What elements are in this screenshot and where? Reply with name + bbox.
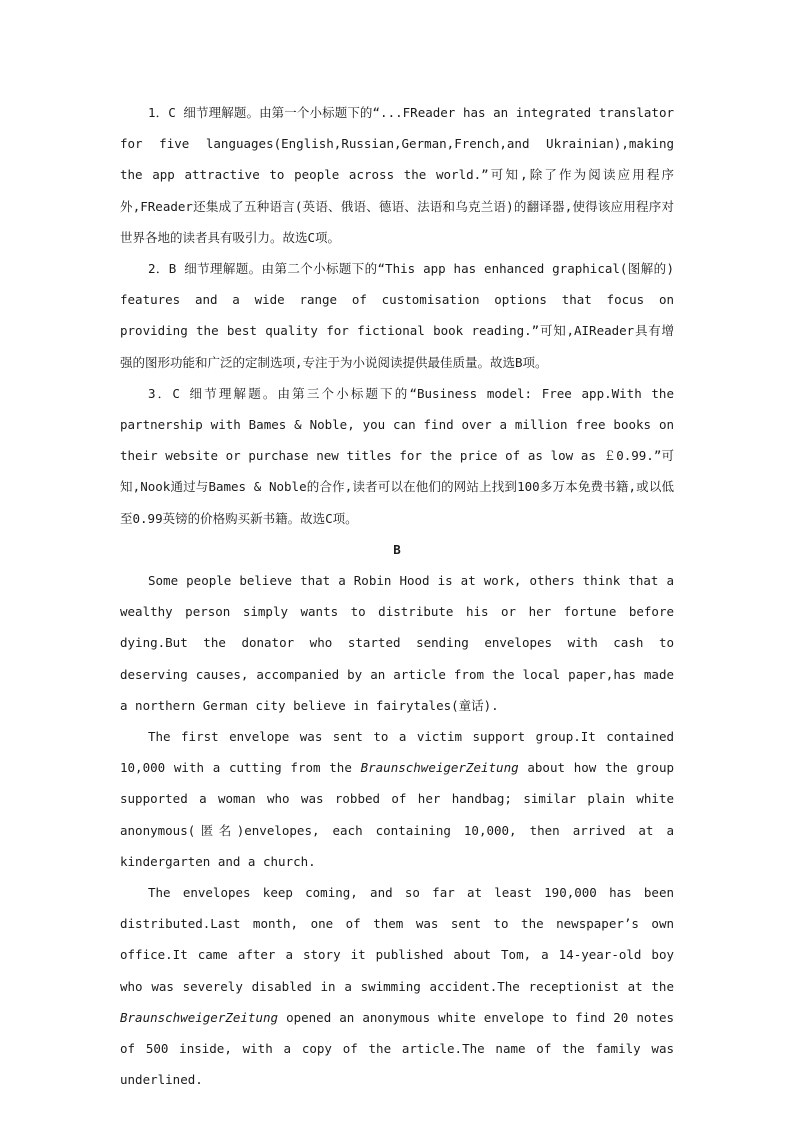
answer-3-number: 3．C bbox=[148, 385, 180, 401]
answer-2 bbox=[120, 253, 674, 378]
answer-2-explanation: 细节理解题。由第二个小标题下的“This app has enhanced graphical(图解的) features and a wide range of customisation options that focus on providing the best quality for fictional book reading.”可知,AIReader具有增强的图形功能和广泛的定制选项,专注于为小说阅读提供最佳质量。故选B项。 bbox=[120, 261, 674, 370]
passage-paragraph-1: Some people believe that a Robin Hood is at work, others think that a wealthy person simply wants to distribute his or her fortune before dying.But the donator who started sending envelopes with cash to deserving causes, accompanied by an article from the local paper,has made a northern German city believe in fairytales(童话). bbox=[120, 573, 674, 713]
answer-3 bbox=[120, 378, 674, 534]
paragraph-2-text-b: about how the group supported a woman who was robbed of her handbag; similar plain white anonymous(匿名)envelopes, each containing 10,000, then arrived at a kindergarten and a church. bbox=[120, 760, 675, 869]
paragraph-3-text-b: opened an anonymous white envelope to find 20 notes of 500 inside, with a copy of the article.The name of the family was underlined. bbox=[120, 1009, 674, 1088]
passage-paragraph-2 bbox=[120, 721, 674, 877]
newspaper-name-2: BraunschweigerZeitung bbox=[120, 1009, 279, 1025]
paragraph-2-text-a: The first envelope was sent to a victim support group.It contained 10,000 with a cutting from the bbox=[120, 729, 674, 776]
answer-2-number: 2．B bbox=[148, 261, 177, 277]
newspaper-name: BraunschweigerZeitung bbox=[360, 760, 519, 776]
document-body bbox=[120, 97, 674, 1096]
section-heading: B bbox=[393, 541, 401, 557]
answer-1 bbox=[120, 97, 674, 253]
paragraph-3-text-a: The envelopes keep coming, and so far at least 190,000 has been distributed.Last month, one of them was sent to the newspaper’s own office.It came after a story it published about Tom, a 14-year-old boy who was severely disabled in a swimming accident.The receptionist at the bbox=[120, 885, 674, 994]
answer-3-explanation: 细节理解题。由第三个小标题下的“Business model: Free app.With the partnership with Bames & Noble, you can find over a million free books on their website or purchase new titles for the price of as low as ￡0.99.”可知,Nook通过与Bames & Noble的合作,读者可以在他们的网站上找到100多万本免费书籍,或以低至0.99英镑的价格购买新书籍。故选C项。 bbox=[120, 385, 674, 526]
passage-paragraph-3 bbox=[120, 877, 674, 1095]
answer-1-number: 1．C bbox=[148, 105, 176, 120]
answer-1-explanation: 细节理解题。由第一个小标题下的“...FReader has an integrated translator for five languages(English,Russian,German,French,and Ukrainian),making the app attractive to people across the world.”可知,除了作为阅读应用程序外,FReader还集成了五种语言(英语、俄语、德语、法语和乌克兰语)的翻译器,使得该应用程序对世界各地的读者具有吸引力。故选C项。 bbox=[120, 105, 674, 245]
